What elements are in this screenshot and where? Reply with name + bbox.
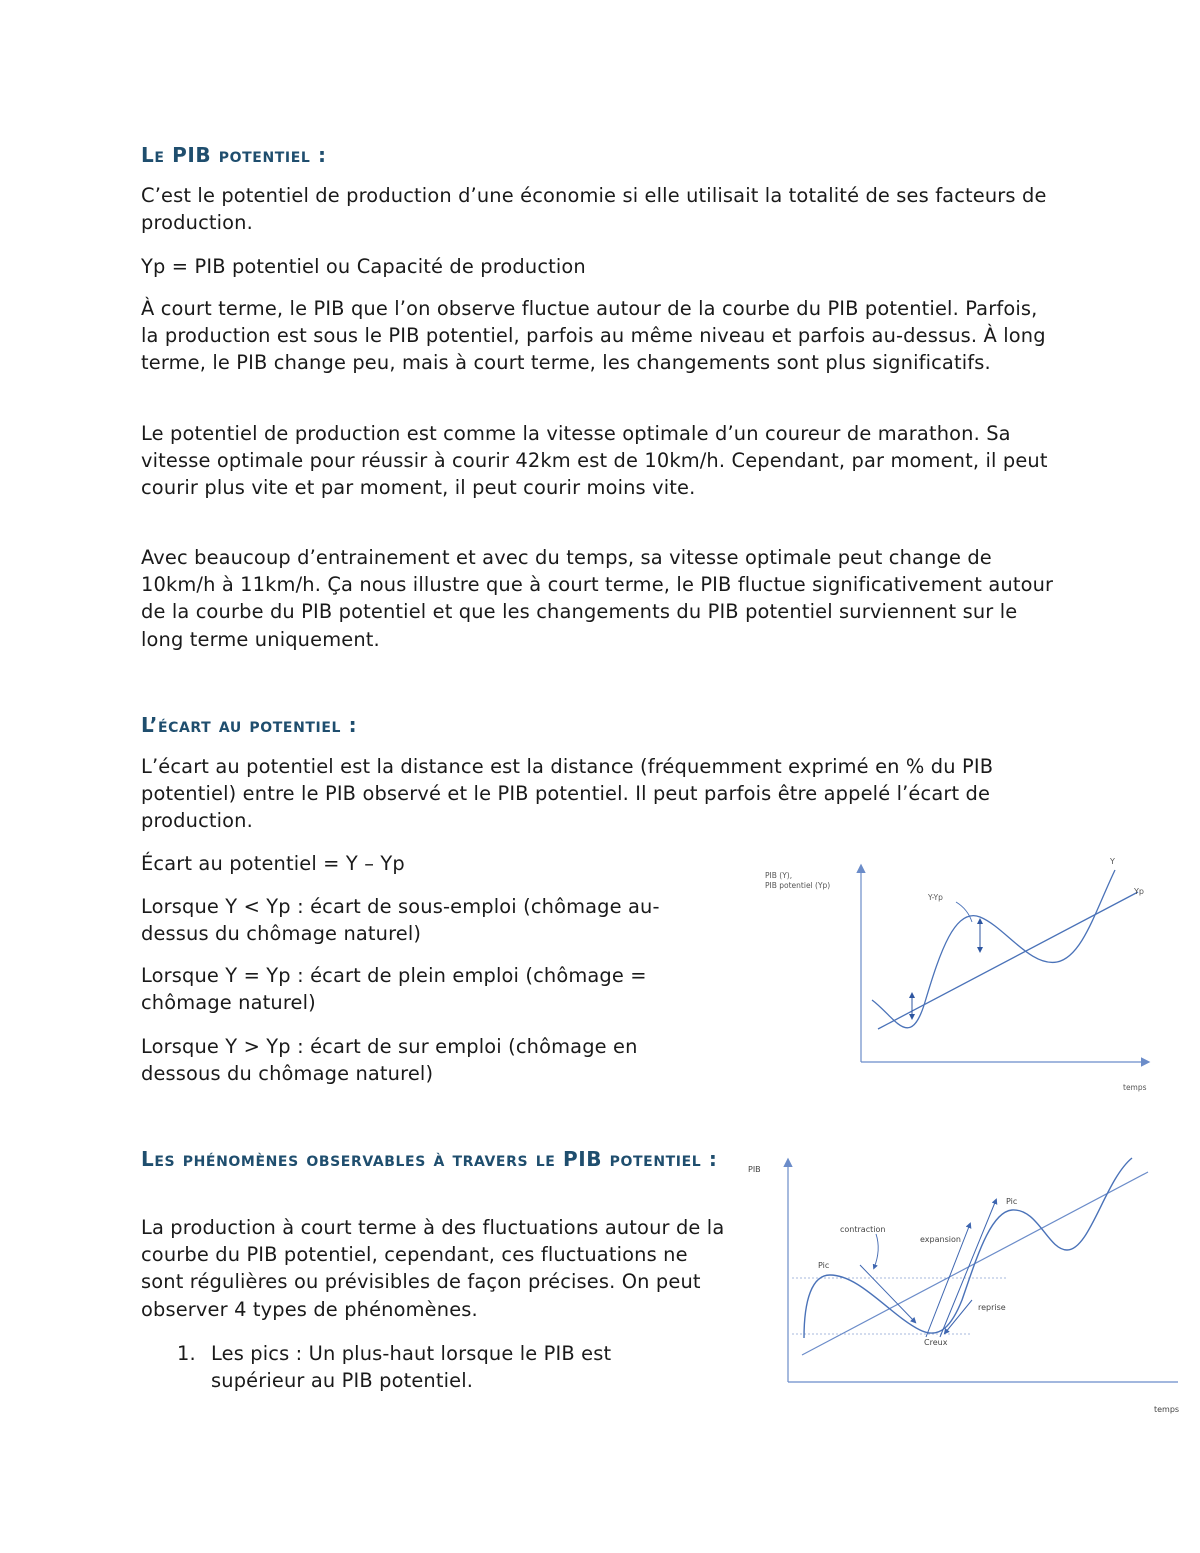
list-item-text: Les pics : Un plus-haut lorsque le PIB est supérieur au PIB potentiel.: [211, 1342, 612, 1393]
case-plein-emploi: Lorsque Y = Yp : écart de plein emploi (chômage = chômage naturel): [141, 964, 647, 1015]
fig1-label-yp: Yp: [1134, 887, 1144, 896]
fig2-label-reprise: reprise: [978, 1303, 1006, 1312]
paragraph-definition: C’est le potentiel de production d’une économie si elle utilisait la totalité de ses facteurs de production.: [141, 184, 1047, 235]
paragraph-marathon: Le potentiel de production est comme la vitesse optimale d’un coureur de marathon. Sa vitesse optimale pour réussir à courir 42km est de 10km/h. Cependant, par moment, il peut courir plus vite et par moment, il peut courir moins vite.: [141, 422, 1048, 500]
fig2-label-creux: Creux: [924, 1338, 948, 1347]
list-item: [141, 1340, 701, 1394]
figure-cycle-economique: [740, 1150, 1190, 1420]
y-curve: [872, 870, 1115, 1028]
fig1-ylabel-line1: PIB (Y),: [765, 871, 793, 880]
contraction-pointer: [874, 1234, 878, 1268]
heading-ecart-potentiel: L’écart au potentiel :: [141, 713, 358, 737]
yp-line: [878, 892, 1138, 1029]
paragraph-ecart-definition: L’écart au potentiel est la distance est la distance (fréquemment exprimé en % du PIB potentiel) entre le PIB observé et le PIB potentiel. Il peut parfois être appelé l’écart de production.: [141, 755, 994, 833]
formula-ecart: Écart au potentiel = Y – Yp: [141, 852, 405, 875]
paragraph-fluctuations: La production à court terme à des fluctuations autour de la courbe du PIB potentiel, cependant, ces fluctuations ne sont régulières ou prévisibles de façon précises. On peut observer 4 types de phénomènes.: [141, 1216, 725, 1321]
case-sur-emploi: Lorsque Y > Yp : écart de sur emploi (chômage en dessous du chômage naturel): [141, 1035, 638, 1086]
fig1-label-gap: Y-Yp: [928, 893, 943, 902]
fig1-ylabel-line2: PIB potentiel (Yp): [765, 881, 831, 890]
fig2-label-pic-left: Pic: [818, 1261, 830, 1270]
paragraph-court-terme: À court terme, le PIB que l’on observe fluctue autour de la courbe du PIB potentiel. Parfois, la production est sous le PIB potentiel, parfois au même niveau et parfois au-dessus. À long terme, le PIB change peu, mais à court terme, les changements sont plus significatifs.: [141, 297, 1046, 375]
phenomenes-list: [141, 1340, 701, 1394]
fig2-ylabel: PIB: [748, 1165, 761, 1174]
paragraph-entrainement: Avec beaucoup d’entrainement et avec du temps, sa vitesse optimale peut change de 10km/h à 11km/h. Ça nous illustre que à court terme, le PIB fluctue significativement autour de la courbe du PIB potentiel et que les changements du PIB potentiel surviennent sur le long terme uniquement.: [141, 546, 1054, 651]
fig1-xlabel: temps: [1123, 1083, 1147, 1092]
paragraph-yp-definition: Yp = PIB potentiel ou Capacité de production: [141, 255, 586, 278]
contraction-arrow: [860, 1265, 915, 1322]
fig2-cycle-curve: [804, 1158, 1132, 1338]
fig2-label-expansion: expansion: [920, 1235, 961, 1244]
fig1-label-y: Y: [1110, 857, 1115, 866]
list-item-number: 1.: [177, 1342, 196, 1365]
heading-phenomenes: Les phénomènes observables à travers le PIB potentiel :: [141, 1147, 718, 1171]
case-sous-emploi: Lorsque Y < Yp : écart de sous-emploi (chômage au-dessus du chômage naturel): [141, 895, 660, 946]
fig2-label-contraction: contraction: [840, 1225, 886, 1234]
figure-ecart-potentiel: [760, 852, 1160, 1097]
expansion-arrow-2: [940, 1200, 996, 1337]
fig2-label-pic-right: Pic: [1006, 1197, 1018, 1206]
heading-pib-potentiel: Le PIB potentiel :: [141, 143, 327, 167]
reprise-arrow: [945, 1300, 972, 1333]
fig2-xlabel: temps: [1154, 1405, 1180, 1414]
